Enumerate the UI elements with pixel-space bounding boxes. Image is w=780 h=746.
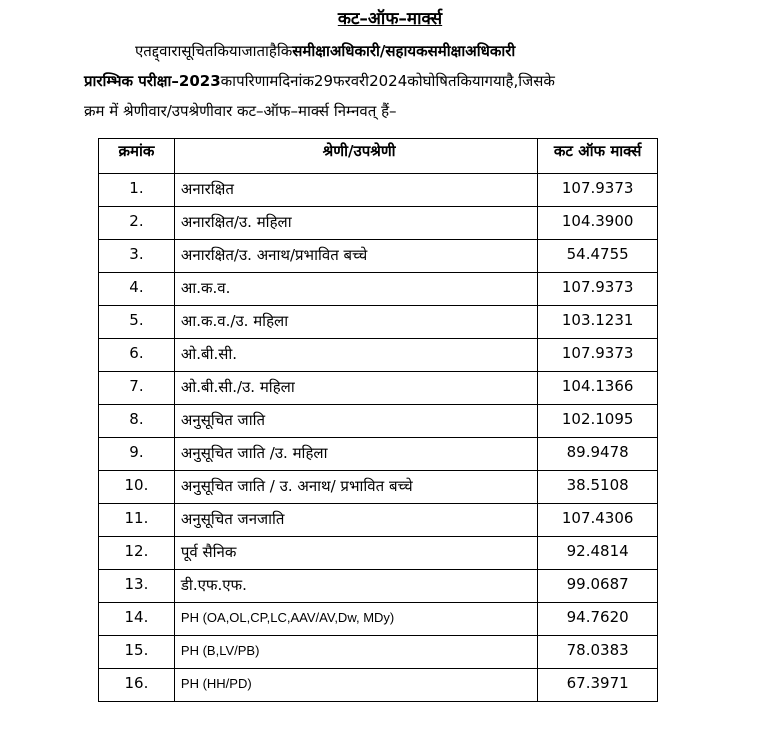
intro-word: किया bbox=[456, 72, 485, 90]
page-title: कट–ऑफ–मार्क्स bbox=[337, 9, 443, 29]
row-serial: 11. bbox=[99, 504, 175, 537]
row-serial: 13. bbox=[99, 570, 175, 603]
table-body bbox=[99, 174, 658, 702]
row-category: अनारक्षित/उ. महिला bbox=[174, 207, 537, 240]
row-serial: 10. bbox=[99, 471, 175, 504]
table-row bbox=[99, 438, 658, 471]
header-serial: क्रमांक bbox=[99, 139, 175, 174]
row-category: अनारक्षित/उ. अनाथ/प्रभावित बच्चे bbox=[174, 240, 537, 273]
row-serial: 2. bbox=[99, 207, 175, 240]
row-category: अनुसूचित जाति / उ. अनाथ/ प्रभावित बच्चे bbox=[174, 471, 537, 504]
table-row bbox=[99, 504, 658, 537]
row-marks: 89.9478 bbox=[538, 438, 658, 471]
row-marks: 107.4306 bbox=[538, 504, 658, 537]
row-category: आ.क.व./उ. महिला bbox=[174, 306, 537, 339]
table-row bbox=[99, 339, 658, 372]
row-category: अनुसूचित जाति bbox=[174, 405, 537, 438]
row-marks: 99.0687 bbox=[538, 570, 658, 603]
row-category: PH (OA,OL,CP,LC,AAV/AV,Dw, MDy) bbox=[174, 603, 537, 636]
intro-word: फरवरी bbox=[333, 72, 370, 90]
row-serial: 7. bbox=[99, 372, 175, 405]
row-serial: 6. bbox=[99, 339, 175, 372]
table-row bbox=[99, 537, 658, 570]
row-marks: 67.3971 bbox=[538, 669, 658, 702]
row-serial: 15. bbox=[99, 636, 175, 669]
row-marks: 104.1366 bbox=[538, 372, 658, 405]
row-marks: 102.1095 bbox=[538, 405, 658, 438]
intro-word: सूचित bbox=[181, 42, 214, 60]
row-marks: 107.9373 bbox=[538, 174, 658, 207]
intro-word: जाता bbox=[241, 42, 269, 60]
intro-line-2 bbox=[84, 66, 726, 96]
intro-paragraph bbox=[84, 36, 726, 126]
intro-line-1 bbox=[84, 36, 726, 66]
table-row bbox=[99, 471, 658, 504]
row-marks: 92.4814 bbox=[538, 537, 658, 570]
row-marks: 107.9373 bbox=[538, 339, 658, 372]
cutoff-table bbox=[98, 138, 658, 702]
table-header-row bbox=[99, 139, 658, 174]
row-serial: 12. bbox=[99, 537, 175, 570]
row-marks: 107.9373 bbox=[538, 273, 658, 306]
intro-word: है bbox=[268, 42, 277, 60]
intro-word: को bbox=[407, 72, 423, 90]
table-row bbox=[99, 405, 658, 438]
intro-word: कि bbox=[276, 42, 293, 60]
table-row bbox=[99, 306, 658, 339]
intro-word: 29 bbox=[313, 72, 333, 90]
table-row bbox=[99, 174, 658, 207]
row-marks: 104.3900 bbox=[538, 207, 658, 240]
intro-word: समीक्षा bbox=[427, 42, 466, 60]
intro-word: घोषित bbox=[422, 72, 457, 90]
row-category: अनारक्षित bbox=[174, 174, 537, 207]
intro-word: जिसके bbox=[518, 72, 555, 90]
row-marks: 94.7620 bbox=[538, 603, 658, 636]
intro-word: समीक्षा bbox=[292, 42, 330, 60]
table-row bbox=[99, 240, 658, 273]
row-marks: 38.5108 bbox=[538, 471, 658, 504]
intro-word: का bbox=[220, 72, 237, 90]
row-serial: 16. bbox=[99, 669, 175, 702]
intro-word: है, bbox=[505, 72, 519, 90]
table-row bbox=[99, 273, 658, 306]
row-serial: 1. bbox=[99, 174, 175, 207]
row-category: आ.क.व. bbox=[174, 273, 537, 306]
intro-word: परिणाम bbox=[236, 72, 279, 90]
row-marks: 78.0383 bbox=[538, 636, 658, 669]
table-row bbox=[99, 372, 658, 405]
table-row bbox=[99, 636, 658, 669]
intro-word: अधिकारी bbox=[465, 42, 516, 60]
table-row bbox=[99, 207, 658, 240]
intro-word: दिनांक bbox=[278, 72, 314, 90]
row-category: पूर्व सैनिक bbox=[174, 537, 537, 570]
row-marks: 103.1231 bbox=[538, 306, 658, 339]
table-row bbox=[99, 603, 658, 636]
row-marks: 54.4755 bbox=[538, 240, 658, 273]
intro-word: 2024 bbox=[369, 72, 408, 90]
intro-word: एतद्द्वारा bbox=[135, 42, 182, 60]
row-category: ओ.बी.सी. bbox=[174, 339, 537, 372]
row-category: अनुसूचित जाति /उ. महिला bbox=[174, 438, 537, 471]
row-category: PH (HH/PD) bbox=[174, 669, 537, 702]
header-category: श्रेणी/उपश्रेणी bbox=[174, 139, 537, 174]
table-row bbox=[99, 570, 658, 603]
row-serial: 3. bbox=[99, 240, 175, 273]
row-serial: 9. bbox=[99, 438, 175, 471]
row-serial: 4. bbox=[99, 273, 175, 306]
row-serial: 5. bbox=[99, 306, 175, 339]
intro-word: किया bbox=[213, 42, 242, 60]
row-serial: 14. bbox=[99, 603, 175, 636]
row-serial: 8. bbox=[99, 405, 175, 438]
row-category: ओ.बी.सी./उ. महिला bbox=[174, 372, 537, 405]
intro-line-3: क्रम में श्रेणीवार/उपश्रेणीवार कट–ऑफ–मार्क्स निम्नवत् हैं– bbox=[84, 102, 397, 120]
intro-word: अधिकारी/सहायक bbox=[329, 42, 428, 60]
row-category: PH (B,LV/PB) bbox=[174, 636, 537, 669]
row-category: अनुसूचित जनजाति bbox=[174, 504, 537, 537]
intro-word: प्रारम्भिक परीक्षा–2023 bbox=[84, 72, 221, 90]
header-marks: कट ऑफ मार्क्स bbox=[538, 139, 658, 174]
row-category: डी.एफ.एफ. bbox=[174, 570, 537, 603]
table-row bbox=[99, 669, 658, 702]
intro-word: गया bbox=[484, 72, 506, 90]
